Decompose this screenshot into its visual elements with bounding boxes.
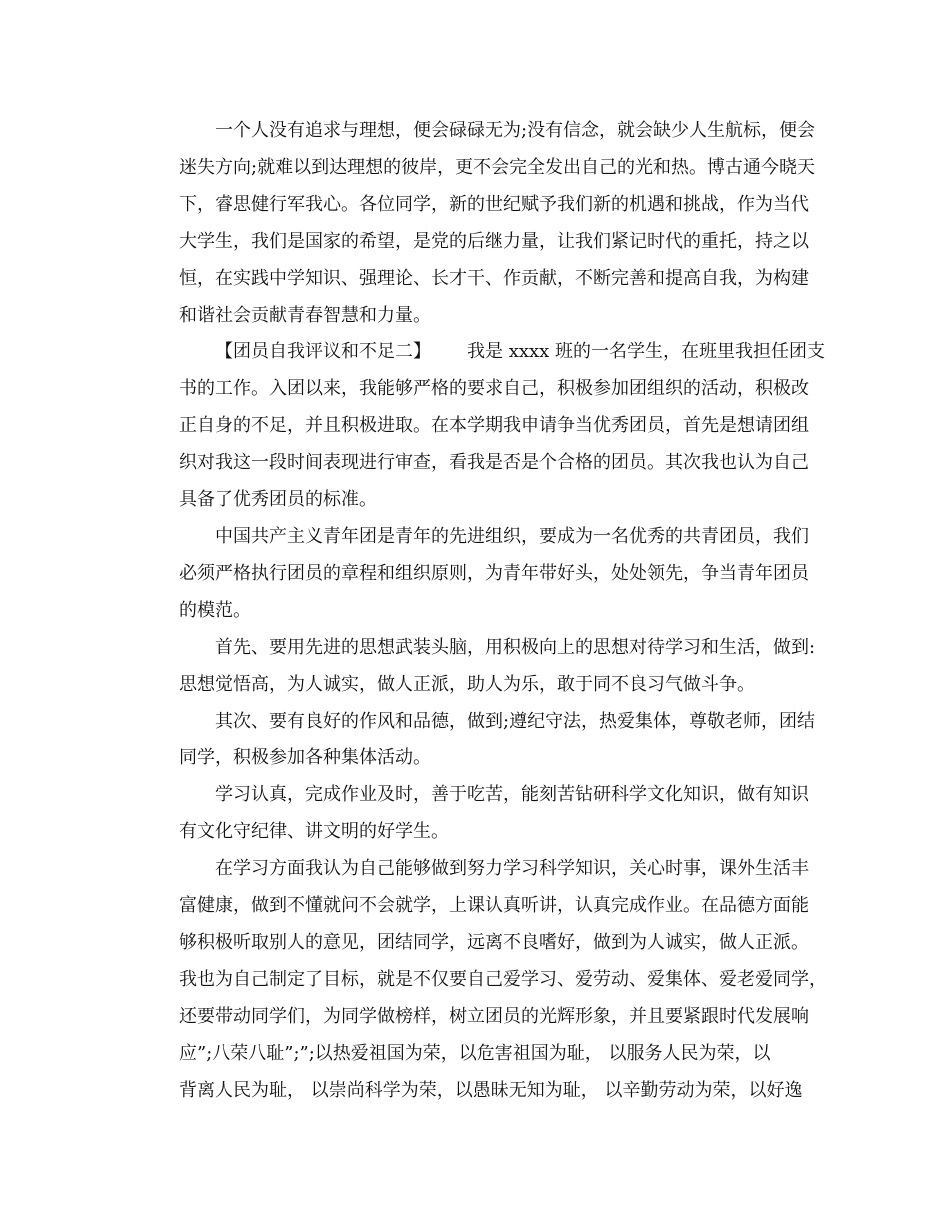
document-page xyxy=(143,113,827,1109)
text-line: 首先、要用先进的思想武装头脑，用积极向上的思想对待学习和生活，做到: xyxy=(215,636,816,658)
paragraph-5 xyxy=(143,704,816,778)
text-line: 够积极听取别人的意见，团结同学，远离不良嗜好，做到为人诚实，做人正派。 xyxy=(179,931,809,953)
text-line: 具备了优秀团员的标准。 xyxy=(179,489,377,511)
text-line: 织对我这一段时间表现进行审查，看我是否是个合格的团员。其次我也认为自己 xyxy=(179,452,809,474)
text-line: 必须严格执行团员的章程和组织原则，为青年带好头，处处领先，争当青年团员 xyxy=(179,562,809,584)
text-line: 正自身的不足，并且积极进取。在本学期我申请争当优秀团员，首先是想请团组 xyxy=(179,415,809,437)
text-line-content: 我是 xxxx 班的一名学生，在班里我担任团支 xyxy=(467,341,826,363)
text-line: 的模范。 xyxy=(179,599,251,621)
text-line: 还要带动同学们，为同学做榜样，树立团员的光辉形象，并且要紧跟时代发展响 xyxy=(179,1005,809,1027)
text-line: 在学习方面我认为自己能够做到努力学习科学知识，关心时事，课外生活丰 xyxy=(215,858,809,880)
text-line: 背离人民为耻， 以崇尚科学为荣，以愚昧无知为耻， 以辛勤劳动为荣，以好逸 xyxy=(179,1079,803,1101)
text-line: 下，睿思健行军我心。各位同学，新的世纪赋予我们新的机遇和挑战，作为当代 xyxy=(179,193,809,215)
text-line: 迷失方向;就难以到达理想的彼岸，更不会完全发出自己的光和热。博古通今晓天 xyxy=(179,156,816,178)
text-line xyxy=(143,334,826,371)
text-line: 我也为自己制定了目标，就是不仅要自己爱学习、爱劳动、爱集体、爱老爱同学， xyxy=(179,968,827,990)
paragraph-7 xyxy=(143,851,827,1109)
text-line: 中国共产主义青年团是青年的先进组织，要成为一名优秀的共青团员，我们 xyxy=(215,525,809,547)
text-line: 恒，在实践中学知识、强理论、长才干、作贡献，不断完善和提高自我，为构建 xyxy=(179,267,809,289)
text-line: 同学，积极参加各种集体活动。 xyxy=(179,747,431,769)
text-line: 书的工作。入团以来，我能够严格的要求自己，积极参加团组织的活动，积极改 xyxy=(179,378,809,400)
paragraph-4 xyxy=(143,630,816,704)
paragraph-6 xyxy=(143,777,809,851)
text-line: 富健康，做到不懂就问不会就学，上课认真听讲，认真完成作业。在品德方面能 xyxy=(179,895,809,917)
text-line: 其次、要有良好的作风和品德，做到;遵纪守法，热爱集体，尊敬老师，团结 xyxy=(215,710,816,732)
paragraph-3 xyxy=(143,519,809,630)
section-heading: 【团员自我评议和不足二】 xyxy=(215,341,431,363)
text-line: 和谐社会贡献青春智慧和力量。 xyxy=(179,304,431,326)
text-line: 应”;八荣八耻”;”;以热爱祖国为荣，以危害祖国为耻， 以服务人民为荣，以 xyxy=(179,1042,771,1064)
text-line: 思想觉悟高，为人诚实，做人正派，助人为乐，敢于同不良习气做斗争。 xyxy=(179,673,755,695)
text-line: 一个人没有追求与理想，便会碌碌无为;没有信念，就会缺少人生航标，便会 xyxy=(215,120,816,141)
paragraph-2 xyxy=(143,334,826,519)
text-line: 大学生，我们是国家的希望，是党的后继力量，让我们紧记时代的重托，持之以 xyxy=(179,230,809,252)
text-line: 学习认真，完成作业及时，善于吃苦，能刻苦钻研科学文化知识，做有知识 xyxy=(215,784,809,806)
text-line: 有文化守纪律、讲文明的好学生。 xyxy=(179,821,449,843)
paragraph-1 xyxy=(143,113,816,334)
